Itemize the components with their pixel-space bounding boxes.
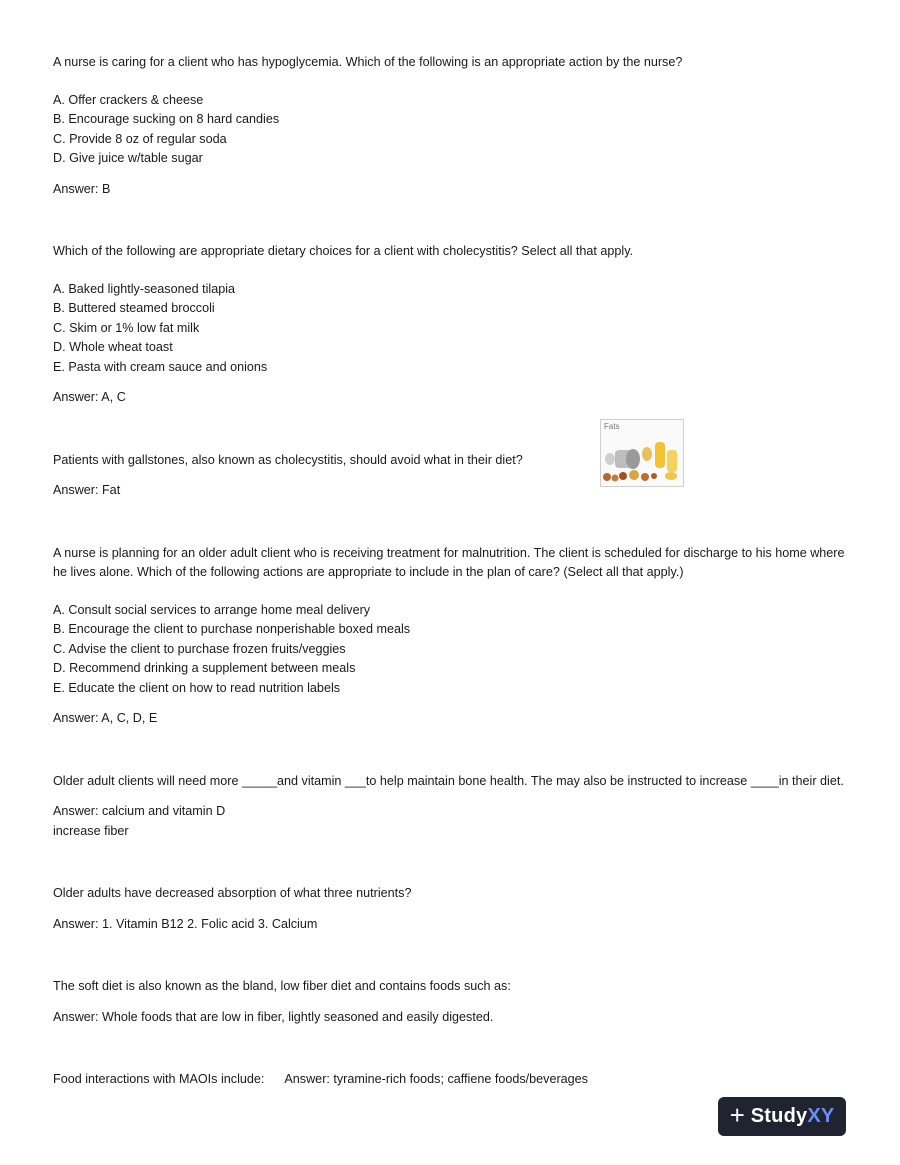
question-text: A nurse is planning for an older adult client who is receiving treatment for malnutrition. The client is scheduled for discharge to his home where he lives alone. Which of the following actions are appropriate to include in the plan of care? (Select all that apply.) <box>53 545 845 579</box>
answer-text: Answer: B <box>53 181 111 196</box>
question-block-7 <box>53 977 853 1027</box>
question-block-5 <box>53 772 853 842</box>
option-a: A. Baked lightly-seasoned tilapia <box>53 281 236 296</box>
question-text: A nurse is caring for a client who has hypoglycemia. Which of the following is an appropriate action by the nurse? <box>53 55 683 69</box>
logo-text: StudyXY <box>750 1105 835 1127</box>
option-b: B. Buttered steamed broccoli <box>53 301 215 315</box>
question-block-4 <box>53 544 853 729</box>
options-list <box>53 91 853 169</box>
question-text: Patients with gallstones, also known as cholecystitis, should avoid what in their diet? <box>53 452 523 467</box>
option-d: D. Recommend drinking a supplement between meals <box>53 661 356 675</box>
answer-text: Answer: A, C <box>53 390 126 404</box>
answer-text <box>53 802 853 841</box>
question-block-2 <box>53 242 853 408</box>
studyxy-logo[interactable] <box>718 1097 846 1136</box>
answer-text: Answer: tyramine-rich foods; caffiene foods/beverages <box>284 1072 588 1086</box>
option-c: C. Provide 8 oz of regular soda <box>53 131 227 146</box>
option-e: E. Educate the client on how to read nutrition labels <box>53 680 341 695</box>
option-a: A. Consult social services to arrange home meal delivery <box>53 602 371 617</box>
question-block-3 <box>53 421 853 501</box>
answer-text: Answer: Fat <box>53 483 121 497</box>
option-b: B. Encourage the client to purchase nonperishable boxed meals <box>53 622 411 636</box>
question-text: Older adult clients will need more _____and vitamin ___to help maintain bone health. The may also be instructed to increase ____in their diet. <box>53 773 844 788</box>
fats-food-image <box>600 419 684 487</box>
option-c: C. Skim or 1% low fat milk <box>53 320 200 335</box>
option-d: D. Whole wheat toast <box>53 340 173 354</box>
answer-line-2: increase fiber <box>53 823 129 838</box>
question-text: Which of the following are appropriate dietary choices for a client with cholecystitis? Select all that apply. <box>53 244 634 258</box>
question-text: Older adults have decreased absorption of what three nutrients? <box>53 886 412 900</box>
option-a: A. Offer crackers & cheese <box>53 92 204 107</box>
option-c: C. Advise the client to purchase frozen fruits/veggies <box>53 641 346 656</box>
question-text: Food interactions with MAOIs include: <box>53 1072 265 1086</box>
answer-text: Answer: Whole foods that are low in fiber, lightly seasoned and easily digested. <box>53 1009 494 1024</box>
question-block-8 <box>53 1070 853 1090</box>
option-e: E. Pasta with cream sauce and onions <box>53 359 268 374</box>
answer-text: Answer: A, C, D, E <box>53 711 158 725</box>
option-b: B. Encourage sucking on 8 hard candies <box>53 112 280 126</box>
image-label: Fats <box>604 421 620 431</box>
options-list <box>53 601 853 699</box>
question-text: The soft diet is also known as the bland, low fiber diet and contains foods such as: <box>53 979 511 993</box>
question-block-6 <box>53 884 853 934</box>
answer-line-1: Answer: calcium and vitamin D <box>53 804 226 818</box>
answer-text: Answer: 1. Vitamin B12 2. Folic acid 3. Calcium <box>53 916 318 931</box>
option-d: D. Give juice w/table sugar <box>53 151 203 165</box>
options-list <box>53 280 853 378</box>
document-page <box>53 53 853 1090</box>
question-block-1 <box>53 53 853 199</box>
plus-icon: + <box>729 1100 745 1130</box>
